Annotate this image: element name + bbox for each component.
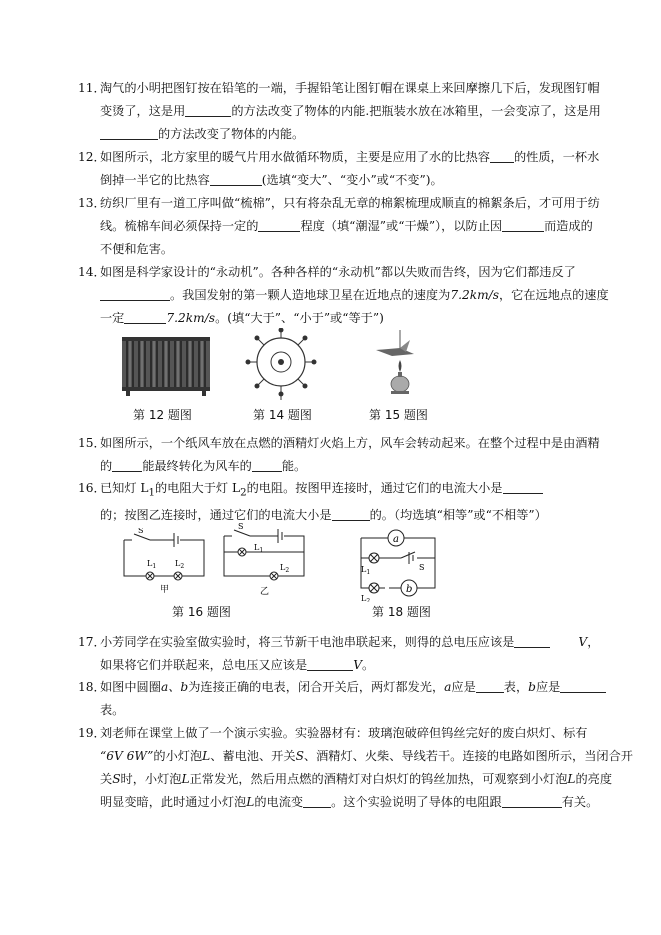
question-text: 的；按图乙连接时，通过它们的电流大小是 bbox=[100, 508, 332, 523]
radiator-figure bbox=[118, 333, 214, 397]
question-text: 纺织厂里有一道工序叫做“梳棉”，只有将杂乱无章的棉絮梳理成顺直的棉絮条后，才可用于纺 bbox=[100, 196, 600, 210]
answer-blank[interactable] bbox=[258, 217, 300, 232]
variable: L bbox=[246, 795, 255, 809]
question-text: 。我国发射的第一颗人造地球卫星在近地点的速度为 bbox=[170, 288, 451, 302]
question-text: 能最终转化为风车的 bbox=[142, 459, 252, 473]
lamp-label: $L_1$ bbox=[147, 559, 157, 570]
question-text: 明显变暗，此时通过小灯泡 bbox=[100, 795, 247, 809]
question-text: 如图所示，北方家里的暖气片用水做循环物质，主要是应用了水的比热容 bbox=[100, 150, 490, 164]
question-text: 程度（填“潮湿”或“干燥”），以防止因 bbox=[300, 219, 503, 233]
question-text: 的。（均选填“相等”或“不相等”） bbox=[369, 508, 547, 523]
lamp-label: $L_2$ bbox=[175, 559, 185, 570]
question-text: 的 bbox=[100, 459, 113, 473]
question-13 bbox=[78, 192, 600, 261]
lamp-label: $L_2$ bbox=[280, 563, 290, 574]
question-text: 、蓄电池、开关 bbox=[210, 749, 296, 763]
pinwheel-lamp-figure bbox=[370, 328, 420, 398]
subscript: 2 bbox=[240, 487, 247, 499]
answer-blank[interactable] bbox=[502, 793, 562, 808]
question-number: 12． bbox=[78, 150, 106, 164]
question-text: 的方法改变了物体的内能。 bbox=[158, 127, 305, 141]
question-text: 如图所示，一个纸风车放在点燃的酒精灯火焰上方，风车会转动起来。在整个过程中是由酒精 bbox=[100, 436, 600, 450]
subscript: 1 bbox=[148, 487, 155, 499]
question-number: 17． bbox=[78, 635, 106, 649]
question-text: 淘气的小明把图钉按在铅笔的一端，手握铅笔让图钉帽在课桌上来回摩擦几下后，发现图钉帽 bbox=[100, 81, 600, 95]
question-text: 的电阻。按图甲连接时，通过它们的电流大小是 bbox=[246, 481, 503, 495]
question-19 bbox=[78, 722, 633, 814]
figure-12-caption: 第 12 题图 bbox=[133, 408, 192, 422]
question-text: 。(填“大于”、“小于”或“等于”) bbox=[215, 311, 384, 325]
circuit-jia-label: 甲 bbox=[160, 585, 170, 595]
question-text: 已知灯 L bbox=[100, 481, 149, 495]
question-text: 、酒精灯、火柴、导线若干。连接的电路如图所示，当闭合开 bbox=[303, 749, 633, 763]
question-text: 的方法改变了物体的内能.把瓶装水放在冰箱里，一会变凉了，这是用 bbox=[231, 104, 601, 118]
question-17: 17． 小芳同学在实验室做实验时，将三节新干电池串联起来，则得的总电压应该是 V， 如果将它们并联起来，总电压又应该是 V。 bbox=[90, 631, 590, 677]
unit-label: V bbox=[353, 658, 362, 672]
circuit-yi-label: 乙 bbox=[260, 587, 270, 597]
question-text: ，它在远地点的速度 bbox=[499, 288, 609, 302]
question-text: 关 bbox=[100, 772, 113, 786]
question-text: 。 bbox=[362, 658, 375, 672]
question-number: 19． bbox=[78, 726, 106, 740]
question-text: 的亮度 bbox=[575, 772, 613, 786]
figure-18-caption: 第 18 题图 bbox=[372, 605, 431, 619]
variable: L bbox=[567, 772, 576, 786]
variable: L bbox=[181, 772, 190, 786]
question-text: 。这个实验说明了导体的电阻跟 bbox=[331, 795, 502, 809]
variable: a bbox=[444, 680, 452, 694]
question-16 bbox=[78, 477, 590, 527]
answer-blank[interactable] bbox=[252, 457, 282, 472]
meter-a-label: a bbox=[393, 534, 399, 545]
speed-value: 7.2km/s bbox=[450, 288, 499, 302]
question-text: 如果将它们并联起来，总电压又应该是 bbox=[100, 658, 308, 672]
speed-value: 7.2km/s bbox=[166, 311, 216, 325]
answer-blank[interactable] bbox=[502, 217, 544, 232]
question-text: 表。 bbox=[100, 703, 125, 717]
parallel-circuit-diagram bbox=[220, 522, 310, 598]
question-text: 而造成的 bbox=[544, 219, 593, 233]
question-text: 为连接正确的电表，闭合开关后，两灯都发光， bbox=[188, 680, 445, 694]
variable: b bbox=[528, 680, 536, 694]
answer-blank[interactable] bbox=[124, 309, 166, 324]
question-text: 不便和危害。 bbox=[100, 242, 174, 256]
variable: S bbox=[295, 749, 304, 763]
perpetual-motion-wheel bbox=[243, 328, 319, 402]
question-text: 的小灯泡 bbox=[153, 749, 203, 763]
answer-blank[interactable] bbox=[514, 633, 550, 648]
question-14 bbox=[78, 261, 609, 330]
meter-circuit-diagram bbox=[355, 526, 445, 602]
question-text: 刘老师在课堂上做了一个演示实验。实验器材有：玻璃泡破碎但钨丝完好的废白炽灯、标有 bbox=[100, 726, 588, 740]
question-text: 能。 bbox=[281, 459, 307, 473]
answer-blank[interactable] bbox=[210, 171, 262, 186]
answer-blank[interactable] bbox=[112, 457, 142, 472]
figure-14-caption: 第 14 题图 bbox=[253, 408, 312, 422]
lamp-rating: “6V 6W” bbox=[100, 749, 154, 763]
switch-label: S bbox=[138, 528, 144, 535]
answer-blank[interactable] bbox=[303, 793, 331, 808]
answer-blank[interactable] bbox=[100, 125, 158, 140]
switch-label: S bbox=[419, 563, 425, 572]
lamp-label: $L_1$ bbox=[254, 543, 264, 554]
answer-blank[interactable] bbox=[307, 656, 353, 671]
question-text: 线。梳棉车间必须保持一定的 bbox=[100, 219, 259, 233]
figure-15-caption: 第 15 题图 bbox=[369, 408, 428, 422]
question-text: 的性质，一杯水 bbox=[514, 150, 600, 164]
question-text: 有关。 bbox=[561, 795, 599, 809]
unit-label: V bbox=[578, 635, 588, 649]
question-text: 如图中圆圈 bbox=[100, 680, 161, 694]
circuit-18-figure bbox=[355, 526, 445, 602]
answer-blank[interactable] bbox=[503, 479, 543, 494]
question-number: 13． bbox=[78, 196, 106, 210]
answer-blank[interactable] bbox=[560, 678, 606, 693]
question-number: 18． bbox=[78, 680, 106, 694]
lamp-label: $L_2$ bbox=[361, 594, 371, 602]
question-text: 倒掉一半它的比热容 bbox=[100, 173, 210, 187]
question-text: 表， bbox=[503, 680, 529, 694]
question-text: 小芳同学在实验室做实验时，将三节新干电池串联起来，则得的总电压应该是 bbox=[100, 635, 515, 649]
circuit-yi-figure bbox=[220, 522, 310, 598]
question-text: 的电阻大于灯 L bbox=[155, 481, 241, 495]
question-text: 的电流变 bbox=[254, 795, 304, 809]
question-number: 15． bbox=[78, 436, 106, 450]
question-text: 时，小灯泡 bbox=[120, 772, 182, 786]
answer-blank[interactable] bbox=[332, 506, 370, 521]
radiator-image bbox=[118, 333, 214, 397]
variable: L bbox=[202, 749, 211, 763]
question-number: 16． bbox=[78, 481, 106, 495]
pinwheel-lamp-image bbox=[370, 328, 420, 398]
question-text: 应是 bbox=[535, 680, 561, 694]
question-text: 应是 bbox=[451, 680, 476, 694]
answer-blank[interactable] bbox=[490, 148, 514, 163]
switch-label: S bbox=[238, 522, 244, 531]
answer-blank[interactable] bbox=[185, 102, 231, 117]
series-circuit-diagram bbox=[120, 528, 210, 596]
question-15 bbox=[78, 432, 600, 478]
question-11 bbox=[78, 77, 601, 146]
question-text: 正常发光，然后用点燃的酒精灯对白炽灯的钨丝加热，可观察到小灯泡 bbox=[189, 772, 568, 786]
variable: a、b bbox=[160, 680, 189, 694]
question-number: 14． bbox=[78, 265, 106, 279]
question-text: 一定 bbox=[100, 311, 125, 325]
perpetual-motion-figure bbox=[243, 328, 319, 402]
question-text: 如图是科学家设计的“永动机”。各种各样的“永动机”都以失败而告终，因为它们都违反了 bbox=[100, 265, 576, 279]
answer-blank[interactable] bbox=[476, 678, 504, 693]
question-text: 变烫了，这是用 bbox=[100, 104, 186, 118]
question-12 bbox=[78, 146, 600, 192]
meter-b-label: b bbox=[406, 584, 413, 595]
lamp-label: $L_1$ bbox=[361, 565, 371, 576]
question-text: (选填“变大”、“变小”或“不变”)。 bbox=[261, 173, 443, 187]
question-18 bbox=[78, 676, 590, 722]
answer-blank[interactable] bbox=[100, 286, 170, 301]
circuit-jia-figure bbox=[120, 528, 210, 596]
variable: S bbox=[112, 772, 121, 786]
question-number: 11． bbox=[78, 81, 106, 95]
figure-16-caption: 第 16 题图 bbox=[172, 605, 231, 619]
